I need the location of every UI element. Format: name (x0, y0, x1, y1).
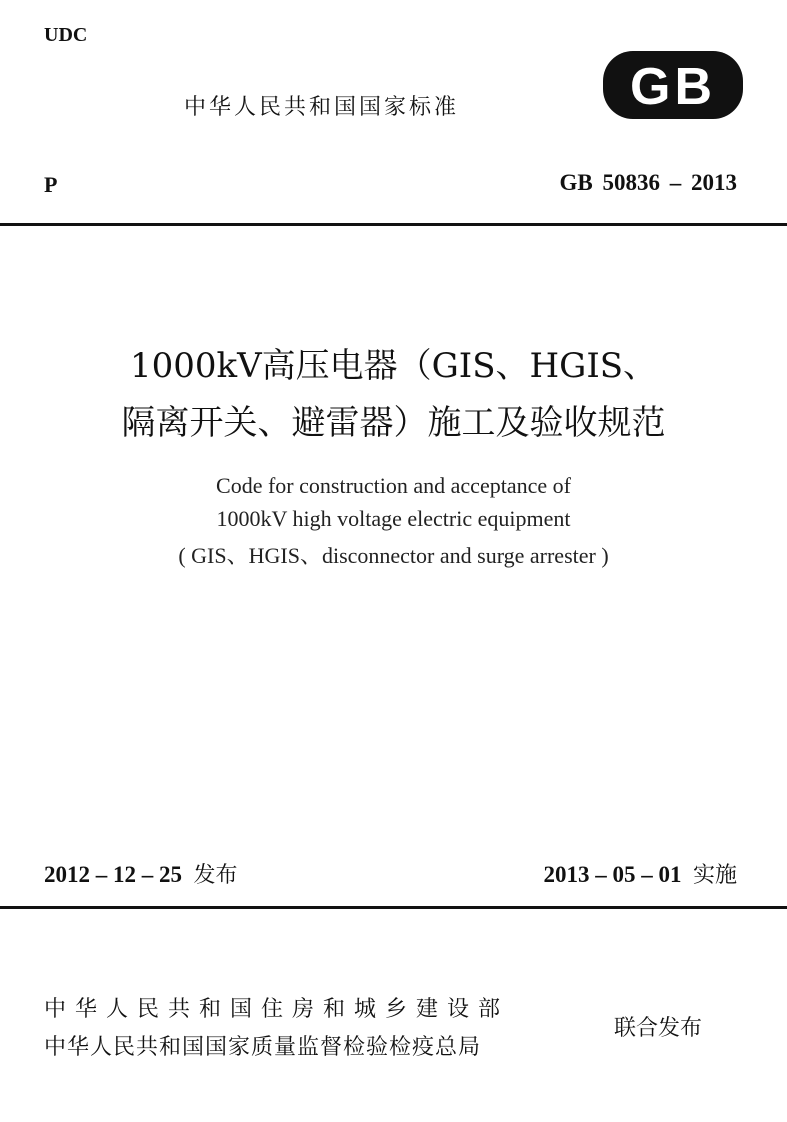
classification-code: P (44, 172, 58, 197)
issue-label: 发布 (193, 863, 238, 888)
issue-date: 2012 – 12 – 25 (44, 862, 182, 887)
effective-label: 实施 (692, 863, 737, 888)
gb-logo-icon (600, 48, 746, 122)
title-cn-line1: 1000kV高压电器（GIS、HGIS、 (129, 346, 658, 386)
title-en-line2: 1000kV high voltage electric equipment (216, 506, 571, 531)
title-cn-line2: 隔离开关、避雷器）施工及验收规范 (121, 403, 666, 443)
joint-issue-label: 联合发布 (614, 1016, 703, 1041)
effective-date: 2013 – 05 – 01 (543, 862, 682, 887)
top-divider (0, 223, 787, 226)
effective-date-block (543, 858, 737, 889)
standard-type: 中华人民共和国国家标准 (184, 95, 460, 120)
title-en-line1: Code for construction and acceptance of (216, 473, 571, 498)
bottom-divider (0, 906, 787, 909)
issuer-line1: 中华人民共和国住房和城乡建设部 (44, 997, 510, 1022)
logo-text: GB (630, 58, 716, 116)
issuer-line2: 中华人民共和国国家质量监督检验检疫总局 (44, 1035, 482, 1060)
title-en-line3: ( GIS、HGIS、disconnector and surge arrester ) (178, 543, 609, 568)
udc-label: UDC (44, 24, 88, 46)
issue-date-block (44, 858, 238, 889)
standard-number: GB 50836 – 2013 (559, 170, 737, 195)
